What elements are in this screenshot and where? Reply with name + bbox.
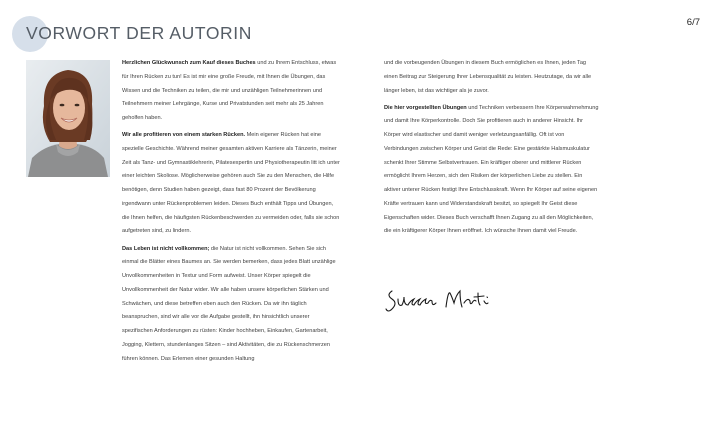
paragraph [122, 57, 340, 126]
page-number: 6/7 [686, 17, 700, 28]
paragraph-text: Mein eigener Rücken hat eine spezielle Geschichte. Während meiner gesamten aktiven Karriere als Tänzerin, meiner Zeit als Tanz- und Gymnastiklehrerin, Pilatesexpertin und Physiotherapeutin litt ich unter einer leichten Skoliose. Möglicherweise gehören auch Sie zu den Menschen, die Hilfe benötigen, denn Studien haben gezeigt, dass fast 80 Prozent der Bevölkerung irgendwann unter Rückenproblemen leiden. Dieses Buch enthält Tipps und Übungen, die Ihnen helfen, die häufigsten Rückenbeschwerden zu vermeiden oder, falls sie schon aufgetreten sind, zu lindern. [122, 132, 340, 235]
paragraph-text: und Techniken verbessern Ihre Körperwahrnehmung und damit Ihre Körperkontrolle. Doch Sie profitieren auch in anderer Hinsicht. Ihr Körper wird elastischer und damit weniger verletzungsanfällig. Oft ist von Verbindungen zwischen Körper und Geist die Rede: Eine gestärkte Halsmuskulatur schenkt Ihrer Stimme Selbstvertrauen. Ein kräftiger oberer und mittlerer Rücken ermöglicht Ihrem Herzen, sich den Risiken der körperlichen Liebe zu stellen. Ein aktiver unterer Rücken festigt Ihre Entschlusskraft. Wenn Ihr Körper auf seine eigenen Kräfte vertrauen kann und Widerstandskraft besitzt, so spiegelt Ihr Geist diese Eigenschaften wider. Dieses Buch verschafft Ihnen Zugang zu all den Möglichkeiten, die ein kräftigerer Körper Ihnen eröffnet. Ich wünsche Ihnen damit viel Freude. [384, 104, 599, 235]
right-text-column [384, 57, 600, 243]
paragraph-lead: Die hier vorgestellten Übungen [384, 104, 467, 111]
paragraph [384, 102, 600, 240]
paragraph-text: und die vorbeugenden Übungen in diesem Buch ermöglichen es Ihnen, jeden Tag einen Beitrag zur Steigerung Ihrer Lebensqualität zu leisten. Heutzutage, da wir alle länger leben, ist das wichtiger als je zuvor. [384, 60, 592, 94]
author-signature [384, 285, 496, 317]
paragraph [122, 243, 340, 367]
author-portrait [26, 60, 110, 177]
paragraph-lead: Wir alle profitieren von einem starken Rücken. [122, 132, 246, 139]
paragraph-text: und zu Ihrem Entschluss, etwas für Ihren Rücken zu tun! Es ist mir eine große Freude, mit Ihnen die Übungen, das Wissen und die Techniken zu teilen, die mir und unzähligen Teilnehmerinnen und Teilnehmern meiner Lehrgänge, Kurse und Privatstunden seit mehr als 25 Jahren geholfen haben. [122, 60, 337, 121]
paragraph [122, 129, 340, 239]
left-text-column [122, 57, 340, 370]
paragraph-lead: Herzlichen Glückwunsch zum Kauf dieses Buches [122, 60, 256, 66]
paragraph-text: die Natur ist nicht vollkommen. Sehen Sie sich einmal die Blätter eines Baumes an. Sie werden bemerken, dass jedes Blatt unzählige Unvollkommenheiten in Textur und Form aufweist. Unser Körper spiegelt die Unvollkommenheit der Natur wider. Wir alle haben unsere körperlichen Stärken und Schwächen, und diese betreffen eben auch den Rücken. Da wir ihn täglich beanspruchen, sind wir alle vor die Aufgabe gestellt, ihn hinsichtlich unserer spezifischen Anforderungen zu rüsten: Kinder hochheben, Einkaufen, Gartenarbeit, Jogging, Klettern, stundenlanges Sitzen – sind Aktivitäten, die zu Rückenschmerzen führen können. Das Erlernen einer gesunden Haltung [122, 245, 336, 362]
page-title: VORWORT DER AUTORIN [26, 23, 252, 43]
paragraph [384, 57, 600, 98]
paragraph-lead: Das Leben ist nicht vollkommen; [122, 245, 210, 252]
